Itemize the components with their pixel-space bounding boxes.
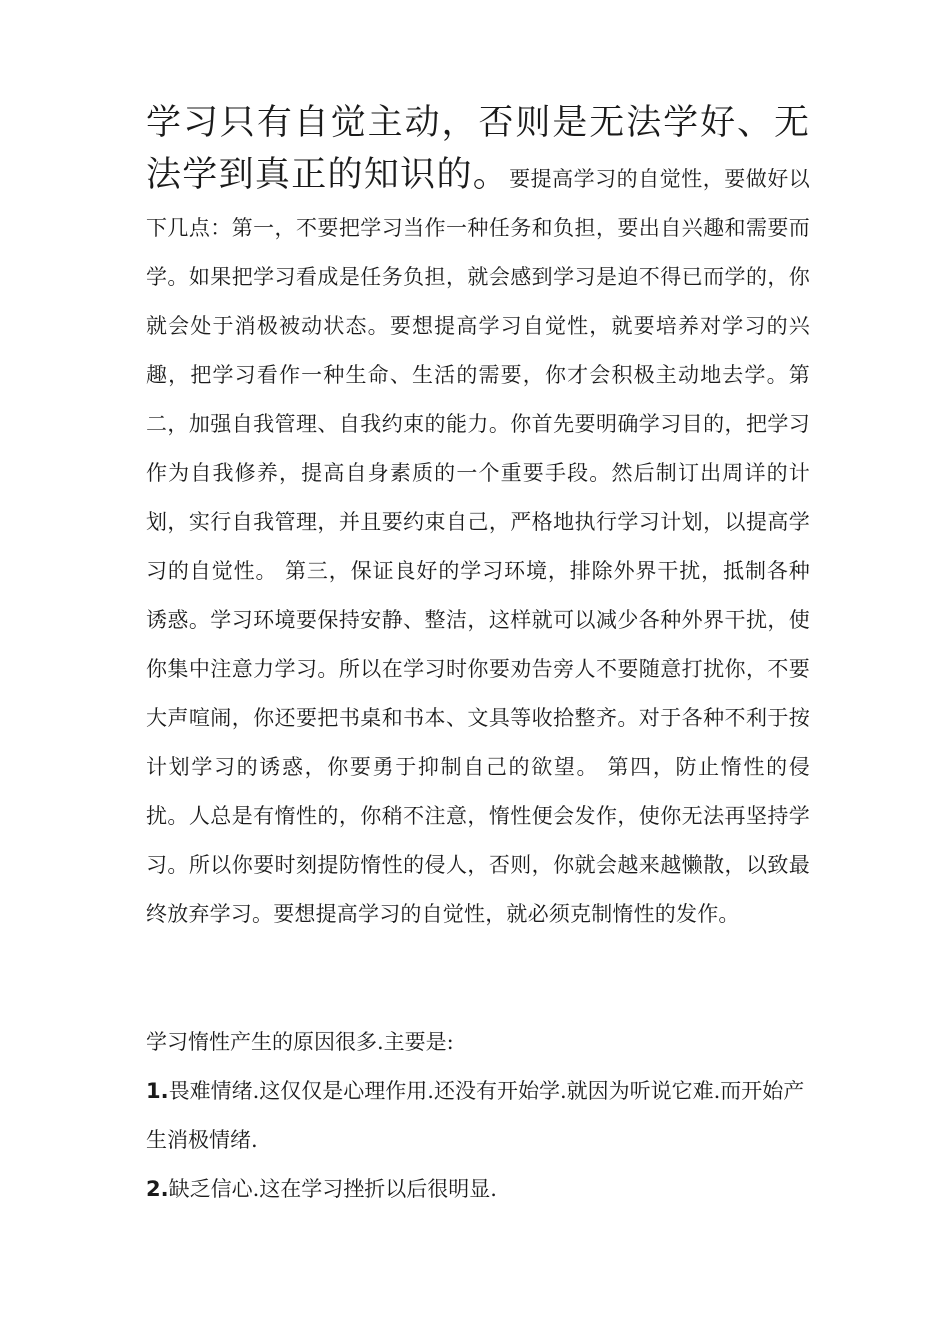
lead-heading: 学习只有自觉主动，否则是无法学好、无法学到真正的知识的。 — [146, 103, 810, 195]
list-item-number: 1. — [146, 1079, 169, 1103]
causes-section — [146, 1018, 810, 1214]
list-item-text: 缺乏信心.这在学习挫折以后很明显. — [168, 1177, 497, 1201]
list-item-number: 2. — [146, 1177, 169, 1201]
list-item — [146, 1165, 810, 1214]
causes-intro: 学习惰性产生的原因很多.主要是: — [146, 1030, 454, 1054]
body-text: 要提高学习的自觉性，要做好以下几点：第一，不要把学习当作一种任务和负担，要出自兴趣和需要而学。如果把学习看成是任务负担，就会感到学习是迫不得已而学的，你就会处于消极被动状态。要想提高学习自觉性，就要培养对学习的兴趣，把学习看作一种生命、生活的需要，你才会积极主动地去学。第二，加强自我管理、自我约束的能力。你首先要明确学习目的，把学习作为自我修养，提高自身素质的一个重要手段。然后制订出周详的计划，实行自我管理，并且要约束自己，严格地执行学习计划，以提高学习的自觉性。 第三，保证良好的学习环境，排除外界干扰，抵制各种诱惑。学习环境要保持安静、整洁，这样就可以减少各种外界干扰，使你集中注意力学习。所以在学习时你要劝告旁人不要随意打扰你，不要大声喧闹，你还要把书桌和书本、文具等收拾整齐。对于各种不利于按计划学习的诱惑，你要勇于抑制自己的欲望。 第四，防止惰性的侵扰。人总是有惰性的，你稍不注意，惰性便会发作，使你无法再坚持学习。所以你要时刻提防惰性的侵人，否则，你就会越来越懒散，以致最终放弃学习。要想提高学习的自觉性，就必须克制惰性的发作。 — [146, 167, 810, 926]
main-paragraph — [146, 100, 810, 939]
list-item-text: 畏难情绪.这仅仅是心理作用.还没有开始学.就因为听说它难.而开始产生消极情绪. — [146, 1079, 805, 1152]
list-item — [146, 1067, 810, 1165]
